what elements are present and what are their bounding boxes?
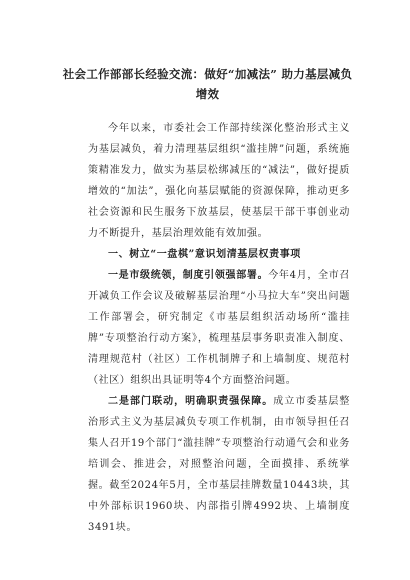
intro-paragraph: 今年以来，市委社会工作部持续深化整治形式主义为基层减负，着力清理基层组织“滥挂牌”问题，系统施策精准发力，做实为基层松绑减压的“减法”，做好提质增效的“加法”，强化向基层赋能的资源保障，推动更多社会资源和民生服务下放基层，使基层干部干事创业动力不断提升，基层治理效能有效加强。 [88,123,350,239]
document-title: 社会工作部部长经验交流：做好“加减法” 助力基层减负增效 [62,67,353,101]
paragraph-text-1: 今年4月，全市召开减负工作会议及破解基层治理“小马拉大车”突出问题工作部署会，研究制定《市基层组织活动场所“滥挂牌”专项整治行动方案》，梳理基层事务职责准入制度、清理规范村（社区）工作机制牌子和上墙制度、规范村（社区）组织出具证明等4个方面整治问题。 [88,270,350,386]
section-heading-1: 一、树立“一盘棋”意识划清基层权责事项 [108,249,301,260]
paragraph-city-coordination [88,265,350,391]
paragraph-lead-2: 二是部门联动，明确职责强保障。 [108,396,274,407]
paragraph-lead-1: 一是市级统领，制度引领强部署。 [108,270,269,281]
paragraph-text-2: 成立市委基层整治形式主义为基层减负专项工作机制，由市领导担任召集人召开19个部门“滥挂牌”专项整治行动通气会和业务培训会、推进会，对照整治问题，全面摸排、系统掌握。截至2024年5月，全市基层挂牌数量10443块，其中外部标识1960块、内部指引牌4992块、上墙制度3491块。 [88,396,351,533]
document-body [88,118,350,538]
paragraph-department-linkage [88,391,350,538]
